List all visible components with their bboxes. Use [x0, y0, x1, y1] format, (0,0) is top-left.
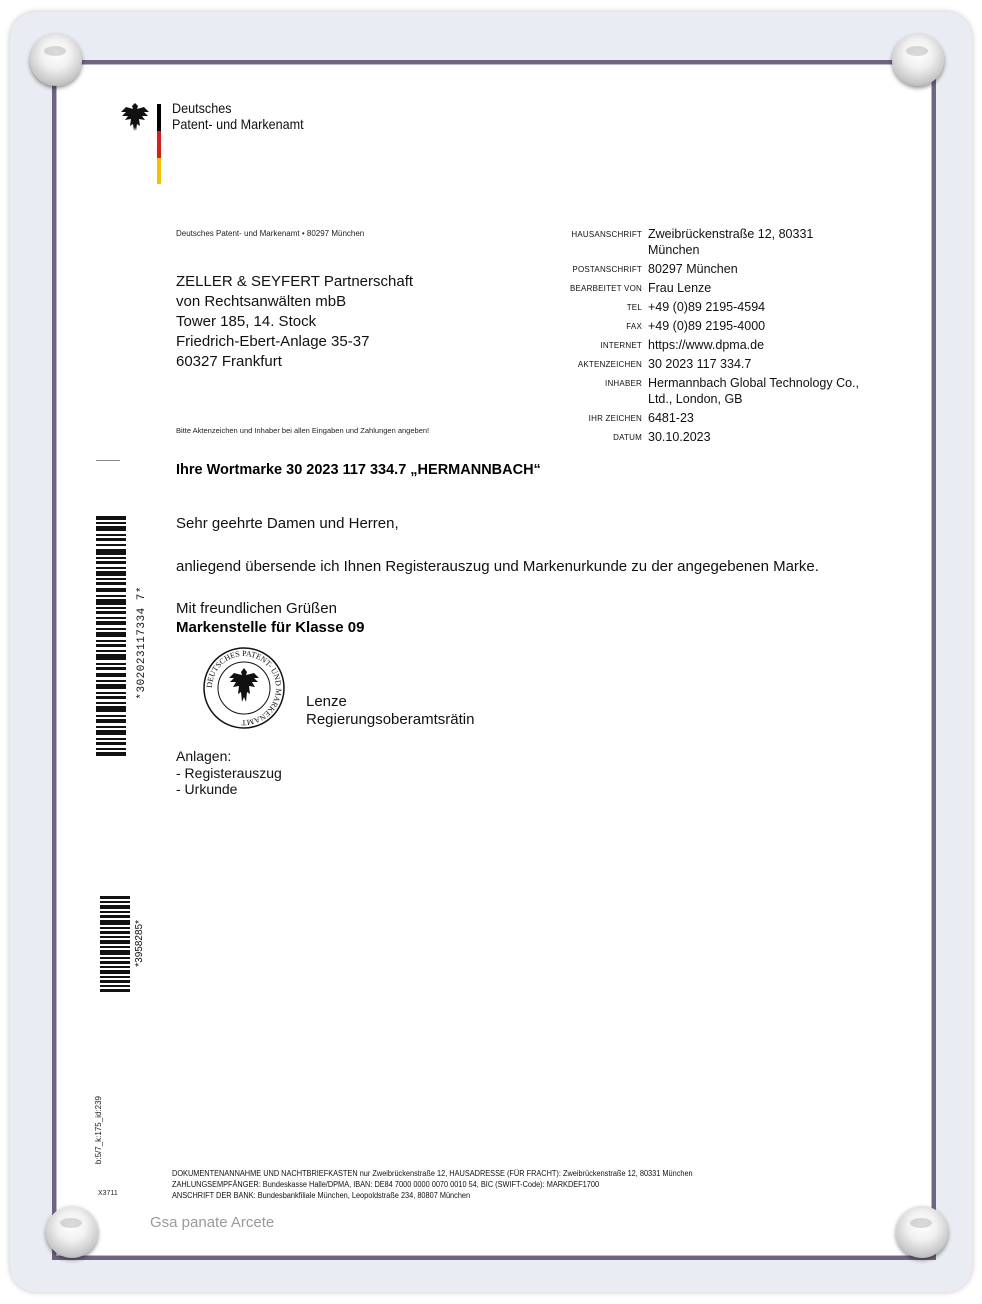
info-row: [520, 280, 880, 296]
recipient-line: Friedrich-Ebert-Anlage 35-37: [176, 333, 370, 350]
recipient-address: [176, 272, 413, 372]
info-value: 30 2023 117 334.7: [648, 357, 752, 371]
info-value: 6481-23: [648, 411, 694, 425]
info-value: Hermannbach Global Technology Co., Ltd., London, GB: [648, 376, 860, 406]
info-row: [520, 226, 880, 258]
barcode-icon: [96, 516, 126, 756]
recipient-line: Tower 185, 14. Stock: [176, 313, 317, 330]
bleed-through-text: Gsa panate Arcete: [150, 1214, 275, 1231]
info-label: FAX: [626, 322, 642, 331]
barcode-number: *3958285*: [134, 920, 145, 967]
info-value: 80297 München: [648, 262, 738, 276]
barcode-number: *302023117334 7*: [136, 586, 148, 700]
pushpin-icon: [46, 1206, 98, 1258]
letter-body: anliegend übersende ich Ihnen Registerauszug und Markenurkunde zu der angegebenen Marke.: [176, 558, 819, 575]
federal-eagle-icon: [118, 100, 152, 134]
pushpin-icon: [30, 34, 82, 86]
signatory-title: Regierungsoberamtsrätin: [306, 711, 475, 728]
info-label: POSTANSCHRIFT: [572, 265, 642, 274]
recipient-line: 60327 Frankfurt: [176, 353, 282, 370]
info-row: [520, 410, 880, 426]
office-name: [172, 100, 304, 132]
info-row: [520, 375, 880, 407]
office-name-line2: Patent- und Markenamt: [172, 116, 304, 132]
office-name-line1: Deutsches: [172, 100, 232, 116]
sender-line: Deutsches Patent- und Markenamt • 80297 München: [176, 229, 365, 238]
recipient-line: von Rechtsanwälten mbB: [176, 293, 347, 310]
info-label: HAUSANSCHRIFT: [571, 230, 642, 239]
barcode-icon: [100, 896, 130, 992]
info-label: INTERNET: [600, 341, 642, 350]
footer-line: DOKUMENTENANNAHME UND NACHTBRIEFKASTEN nur Zweibrückenstraße 12, HAUSADRESSE (FÜR FRACHT): Zweibrückenstraße 12, 80331 München: [172, 1169, 693, 1178]
seal-text: DEUTSCHES PATENT- UND MARKENAMT: [204, 648, 284, 728]
info-row: [520, 429, 880, 445]
info-value: Zweibrückenstraße 12, 80331 München: [648, 227, 814, 257]
attachments-heading: Anlagen:: [176, 748, 232, 764]
official-seal-icon: [202, 646, 286, 730]
info-value: 30.10.2023: [648, 430, 711, 444]
closing-regards: Mit freundlichen Grüßen: [176, 600, 337, 617]
info-label: BEARBEITET VON: [569, 284, 642, 293]
info-value: https://www.dpma.de: [648, 338, 765, 352]
info-label: DATUM: [613, 433, 642, 442]
pushpin-icon: [896, 1206, 948, 1258]
info-row: [520, 318, 880, 334]
attachment-item: - Registerauszug: [176, 765, 282, 781]
info-value: Frau Lenze: [648, 281, 712, 295]
reference-hint: Bitte Aktenzeichen und Inhaber bei allen Eingaben und Zahlungen angeben!: [176, 426, 430, 435]
info-row: [520, 337, 880, 353]
info-row: [520, 299, 880, 315]
processing-code: b:5/7_k:175_id:239: [94, 1096, 103, 1165]
info-label: IHR ZEICHEN: [588, 414, 642, 423]
flag-bar: [157, 104, 161, 184]
footer-line: ZAHLUNGSEMPFÄNGER: Bundeskasse Halle/DPMA, IBAN: DE84 7000 0000 0070 0010 54, BIC (SWIFT-Code): MARKDEF1700: [172, 1180, 600, 1189]
info-row: [520, 261, 880, 277]
recipient-line: ZELLER & SEYFERT Partnerschaft: [176, 273, 414, 290]
info-value: +49 (0)89 2195-4000: [648, 319, 766, 333]
info-label: TEL: [626, 303, 642, 312]
info-row: [520, 356, 880, 372]
signatory-name: Lenze: [306, 693, 347, 710]
department-name: Markenstelle für Klasse 09: [176, 619, 365, 636]
footer-line: ANSCHRIFT DER BANK: Bundesbankfiliale München, Leopoldstraße 234, 80807 München: [172, 1191, 471, 1200]
letter-greeting: Sehr geehrte Damen und Herren,: [176, 515, 399, 532]
letter-subject: Ihre Wortmarke 30 2023 117 334.7 „HERMANNBACH“: [176, 462, 541, 478]
info-label: INHABER: [605, 379, 642, 388]
letter-footer: [172, 1168, 693, 1201]
pushpin-icon: [892, 34, 944, 86]
info-block: [520, 226, 880, 448]
info-value: +49 (0)89 2195-4594: [648, 300, 766, 314]
attachment-item: - Urkunde: [176, 781, 238, 797]
info-label: AKTENZEICHEN: [577, 360, 642, 369]
form-code: X3711: [98, 1190, 118, 1197]
fold-mark: [96, 460, 120, 461]
